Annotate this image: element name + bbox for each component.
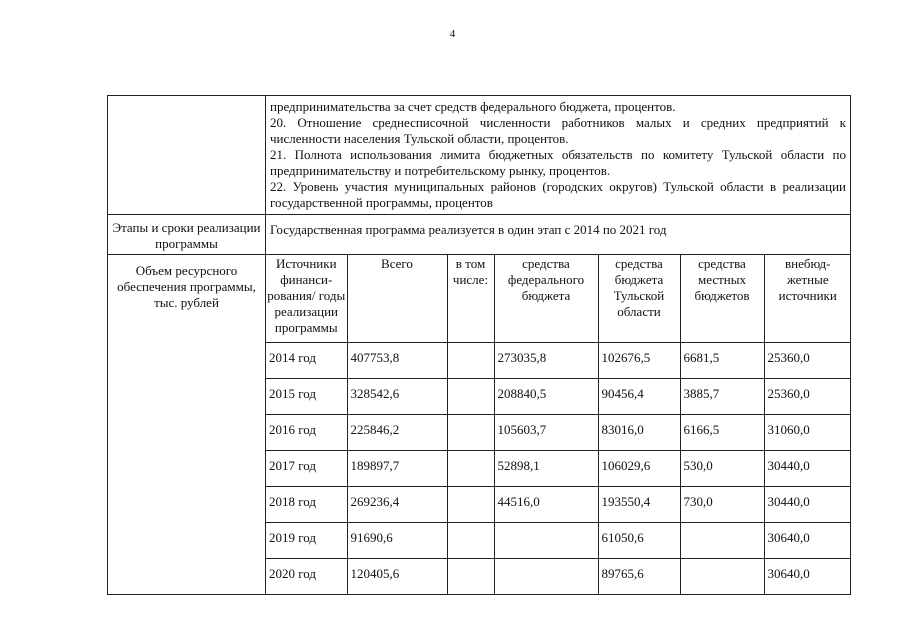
- table-row: [266, 523, 851, 559]
- cell-year: 2020 год: [269, 566, 316, 581]
- indicator-line: предпринимательства за счет средств федерального бюджета, процентов.: [270, 99, 676, 114]
- cell-including: [447, 451, 494, 487]
- cell-total: 189897,7: [347, 451, 447, 487]
- cell-offbudget: 30440,0: [764, 451, 851, 487]
- cell-regional: 193550,4: [598, 487, 680, 523]
- cell-regional: 89765,6: [598, 559, 680, 595]
- cell-offbudget: 30440,0: [764, 487, 851, 523]
- cell-year: 2016 год: [266, 415, 347, 451]
- cell-offbudget: 25360,0: [764, 379, 851, 415]
- cell-including: [447, 523, 494, 559]
- resources-label: Объем ресурсного обеспечения программы, тыс. рублей: [108, 255, 266, 595]
- header-local: средства местных бюджетов: [680, 255, 764, 343]
- cell-total: 328542,6: [347, 379, 447, 415]
- cell-local: [680, 523, 764, 559]
- cell-offbudget: 30640,0: [764, 559, 851, 595]
- funding-table: [266, 255, 851, 594]
- indicators-row: [108, 96, 851, 215]
- cell-including: [447, 343, 494, 379]
- cell-local: 6681,5: [680, 343, 764, 379]
- program-passport-table: [107, 95, 851, 595]
- cell-federal: 52898,1: [494, 451, 598, 487]
- cell-offbudget: 31060,0: [764, 415, 851, 451]
- cell-local: 730,0: [680, 487, 764, 523]
- resources-row: [108, 255, 851, 595]
- table-row: [266, 487, 851, 523]
- cell-federal: [494, 559, 598, 595]
- indicators-text: [266, 96, 851, 215]
- header-year-sources: Источники финанси-рования/ годы реализации программы: [266, 255, 347, 343]
- cell-federal: 273035,8: [494, 343, 598, 379]
- cell-local: 530,0: [680, 451, 764, 487]
- cell-local: 3885,7: [680, 379, 764, 415]
- table-row: [266, 451, 851, 487]
- table-row: [266, 343, 851, 379]
- cell-year: 2019 год: [266, 523, 347, 559]
- stages-label: Этапы и сроки реализации программы: [108, 215, 266, 255]
- cell-federal: [494, 523, 598, 559]
- cell-regional: 102676,5: [598, 343, 680, 379]
- cell-year: 2014 год: [266, 343, 347, 379]
- funding-header-row: [266, 255, 851, 343]
- cell-including: [447, 379, 494, 415]
- cell-federal: 44516,0: [494, 487, 598, 523]
- table-row: [266, 415, 851, 451]
- header-federal: средства федерального бюджета: [494, 255, 598, 343]
- cell-year: 2017 год: [266, 451, 347, 487]
- cell-total: 407753,8: [347, 343, 447, 379]
- cell-federal: 208840,5: [494, 379, 598, 415]
- resources-cell: [266, 255, 851, 595]
- header-total: Всего: [347, 255, 447, 343]
- cell-total: 225846,2: [347, 415, 447, 451]
- cell-federal: 105603,7: [494, 415, 598, 451]
- cell-regional: 106029,6: [598, 451, 680, 487]
- header-regional: средства бюджета Тульской области: [598, 255, 680, 343]
- cell-regional: 83016,0: [598, 415, 680, 451]
- cell-year: 2018 год: [266, 487, 347, 523]
- cell-including: [447, 487, 494, 523]
- indicator-line: 21. Полнота использования лимита бюджетных обязательств по комитету Тульской области по предпринимательству и потребительскому рынку, процентов.: [270, 147, 846, 178]
- page-number: 4: [449, 28, 456, 40]
- cell-offbudget: 30640,0: [764, 523, 851, 559]
- header-including: в том числе:: [447, 255, 494, 343]
- cell-year: 2015 год: [266, 379, 347, 415]
- cell-local: 6166,5: [680, 415, 764, 451]
- stages-row: [108, 215, 851, 255]
- table-row: [266, 379, 851, 415]
- empty-label-cell: [108, 96, 266, 215]
- header-offbudget: внебюд-жетные источники: [764, 255, 851, 343]
- cell-including: [447, 415, 494, 451]
- table-row: [266, 559, 851, 595]
- stages-text: Государственная программа реализуется в один этап с 2014 по 2021 год: [266, 215, 851, 255]
- cell-offbudget: 25360,0: [764, 343, 851, 379]
- indicator-line: 20. Отношение среднесписочной численности работников малых и средних предприятий к численности населения Тульской области, процентов.: [270, 115, 846, 146]
- cell-regional: 61050,6: [598, 523, 680, 559]
- cell-including: [447, 559, 494, 595]
- cell-total: 269236,4: [347, 487, 447, 523]
- cell-total: 120405,6: [347, 559, 447, 595]
- cell-total: 91690,6: [347, 523, 447, 559]
- indicator-line: 22. Уровень участия муниципальных районов (городских округов) Тульской области в реализации государственной программы, процентов: [270, 179, 846, 210]
- cell-local: [680, 559, 764, 595]
- cell-regional: 90456,4: [598, 379, 680, 415]
